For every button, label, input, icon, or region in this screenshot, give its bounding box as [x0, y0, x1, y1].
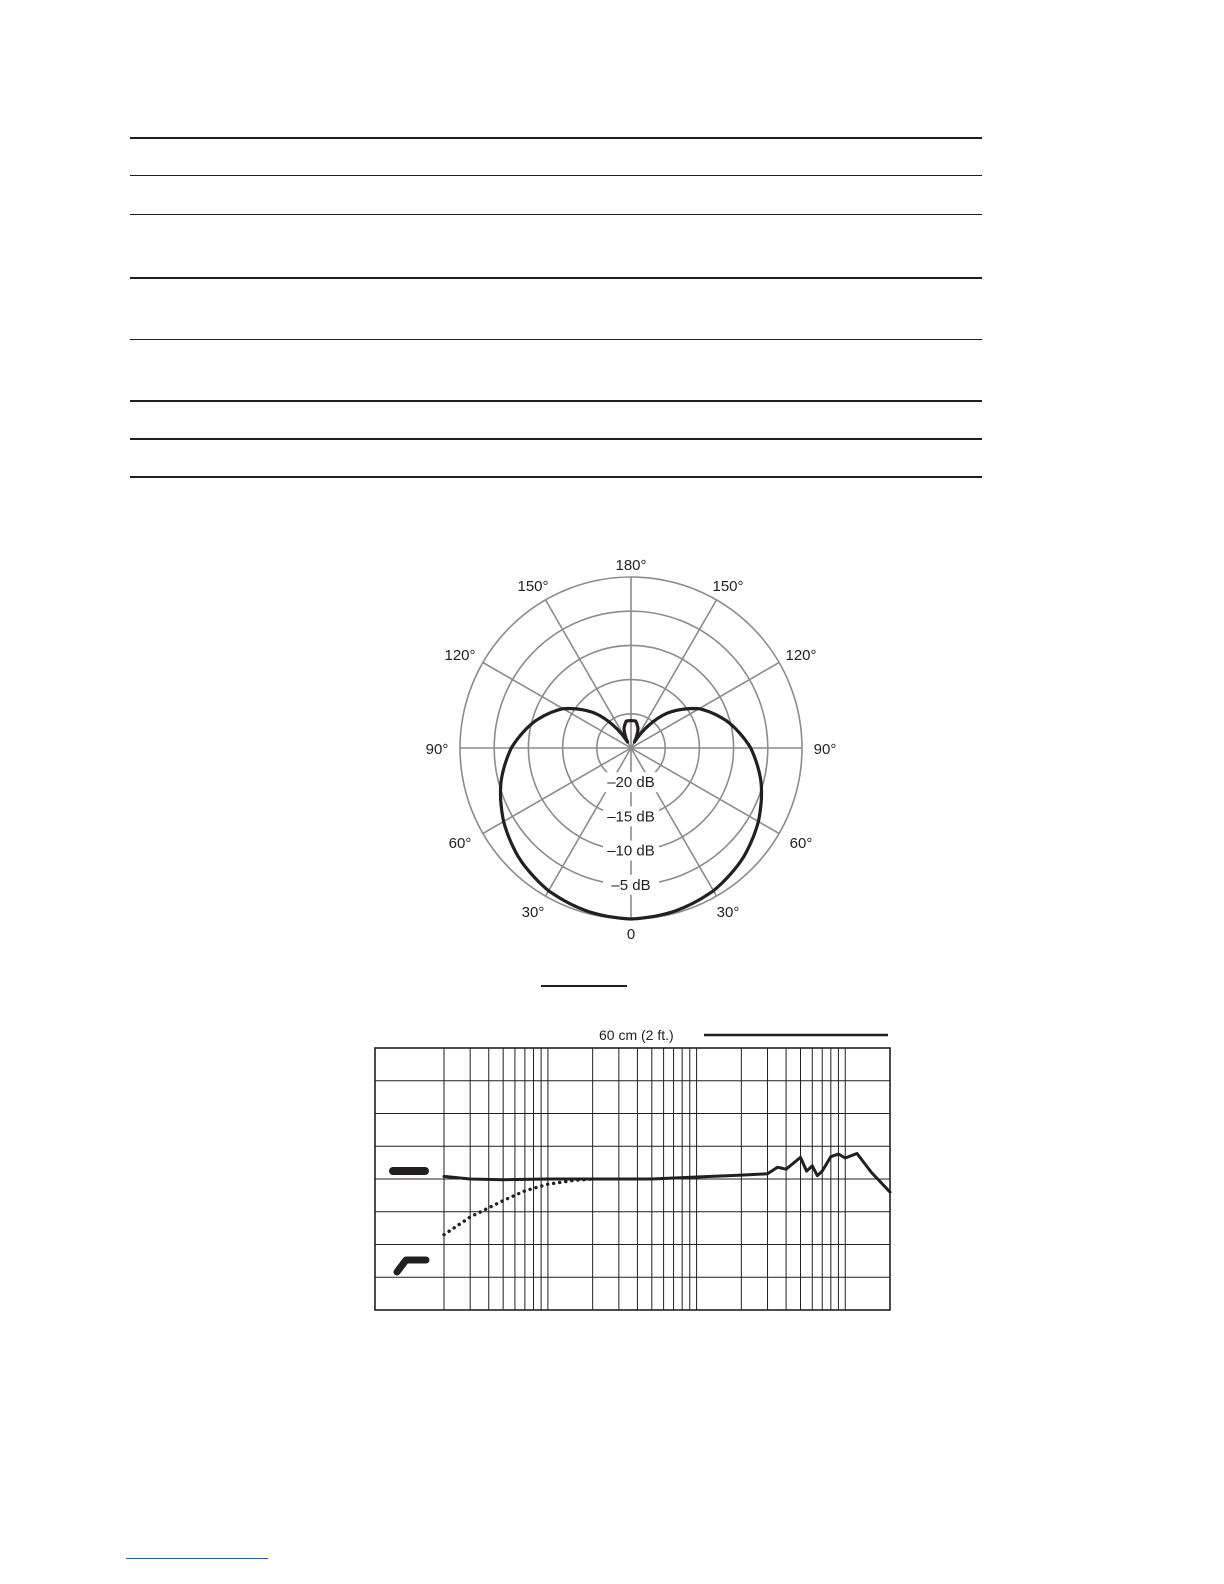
angle-label-120-left: 120°: [444, 647, 476, 664]
flat-response-series: [444, 1154, 890, 1193]
radial-db-label: –5 dB: [611, 876, 651, 894]
angle-label-90-right: 90°: [813, 741, 837, 758]
frequency-response-chart: [340, 1020, 900, 1320]
angle-label-120-right: 120°: [785, 647, 817, 664]
angle-label-30-right: 30°: [716, 904, 740, 921]
angle-label-30-left: 30°: [521, 904, 545, 921]
table-row-divider: [130, 175, 982, 176]
table-row-divider: [130, 339, 982, 340]
low-cut-icon: [397, 1260, 426, 1272]
radial-db-label: –20 dB: [607, 774, 655, 792]
frequency-curves: [444, 1154, 890, 1235]
footer-link-underline: [126, 1558, 268, 1559]
radial-db-label: –15 dB: [607, 808, 655, 826]
section-underline: [541, 985, 627, 987]
table-top-rule: [130, 137, 982, 139]
angle-label-150-left: 150°: [517, 578, 549, 595]
table-row-divider: [130, 438, 982, 440]
table-row-divider: [130, 400, 982, 402]
table-bottom-rule: [130, 476, 982, 478]
angle-label-60-left: 60°: [448, 835, 472, 852]
angle-label-60-right: 60°: [789, 835, 813, 852]
angle-label-0: 0: [626, 926, 636, 943]
polar-pattern-chart: [400, 548, 860, 948]
table-row-divider: [130, 214, 982, 215]
distance-annotation: 60 cm (2 ft.): [599, 1027, 674, 1043]
low-cut-response-series: [444, 1179, 593, 1235]
table-row-divider: [130, 277, 982, 279]
angle-label-90-left: 90°: [425, 741, 449, 758]
angle-label-180: 180°: [615, 557, 647, 574]
radial-db-label: –10 dB: [607, 842, 655, 860]
angle-label-150-right: 150°: [712, 578, 744, 595]
flat-response-icon: [389, 1167, 429, 1175]
